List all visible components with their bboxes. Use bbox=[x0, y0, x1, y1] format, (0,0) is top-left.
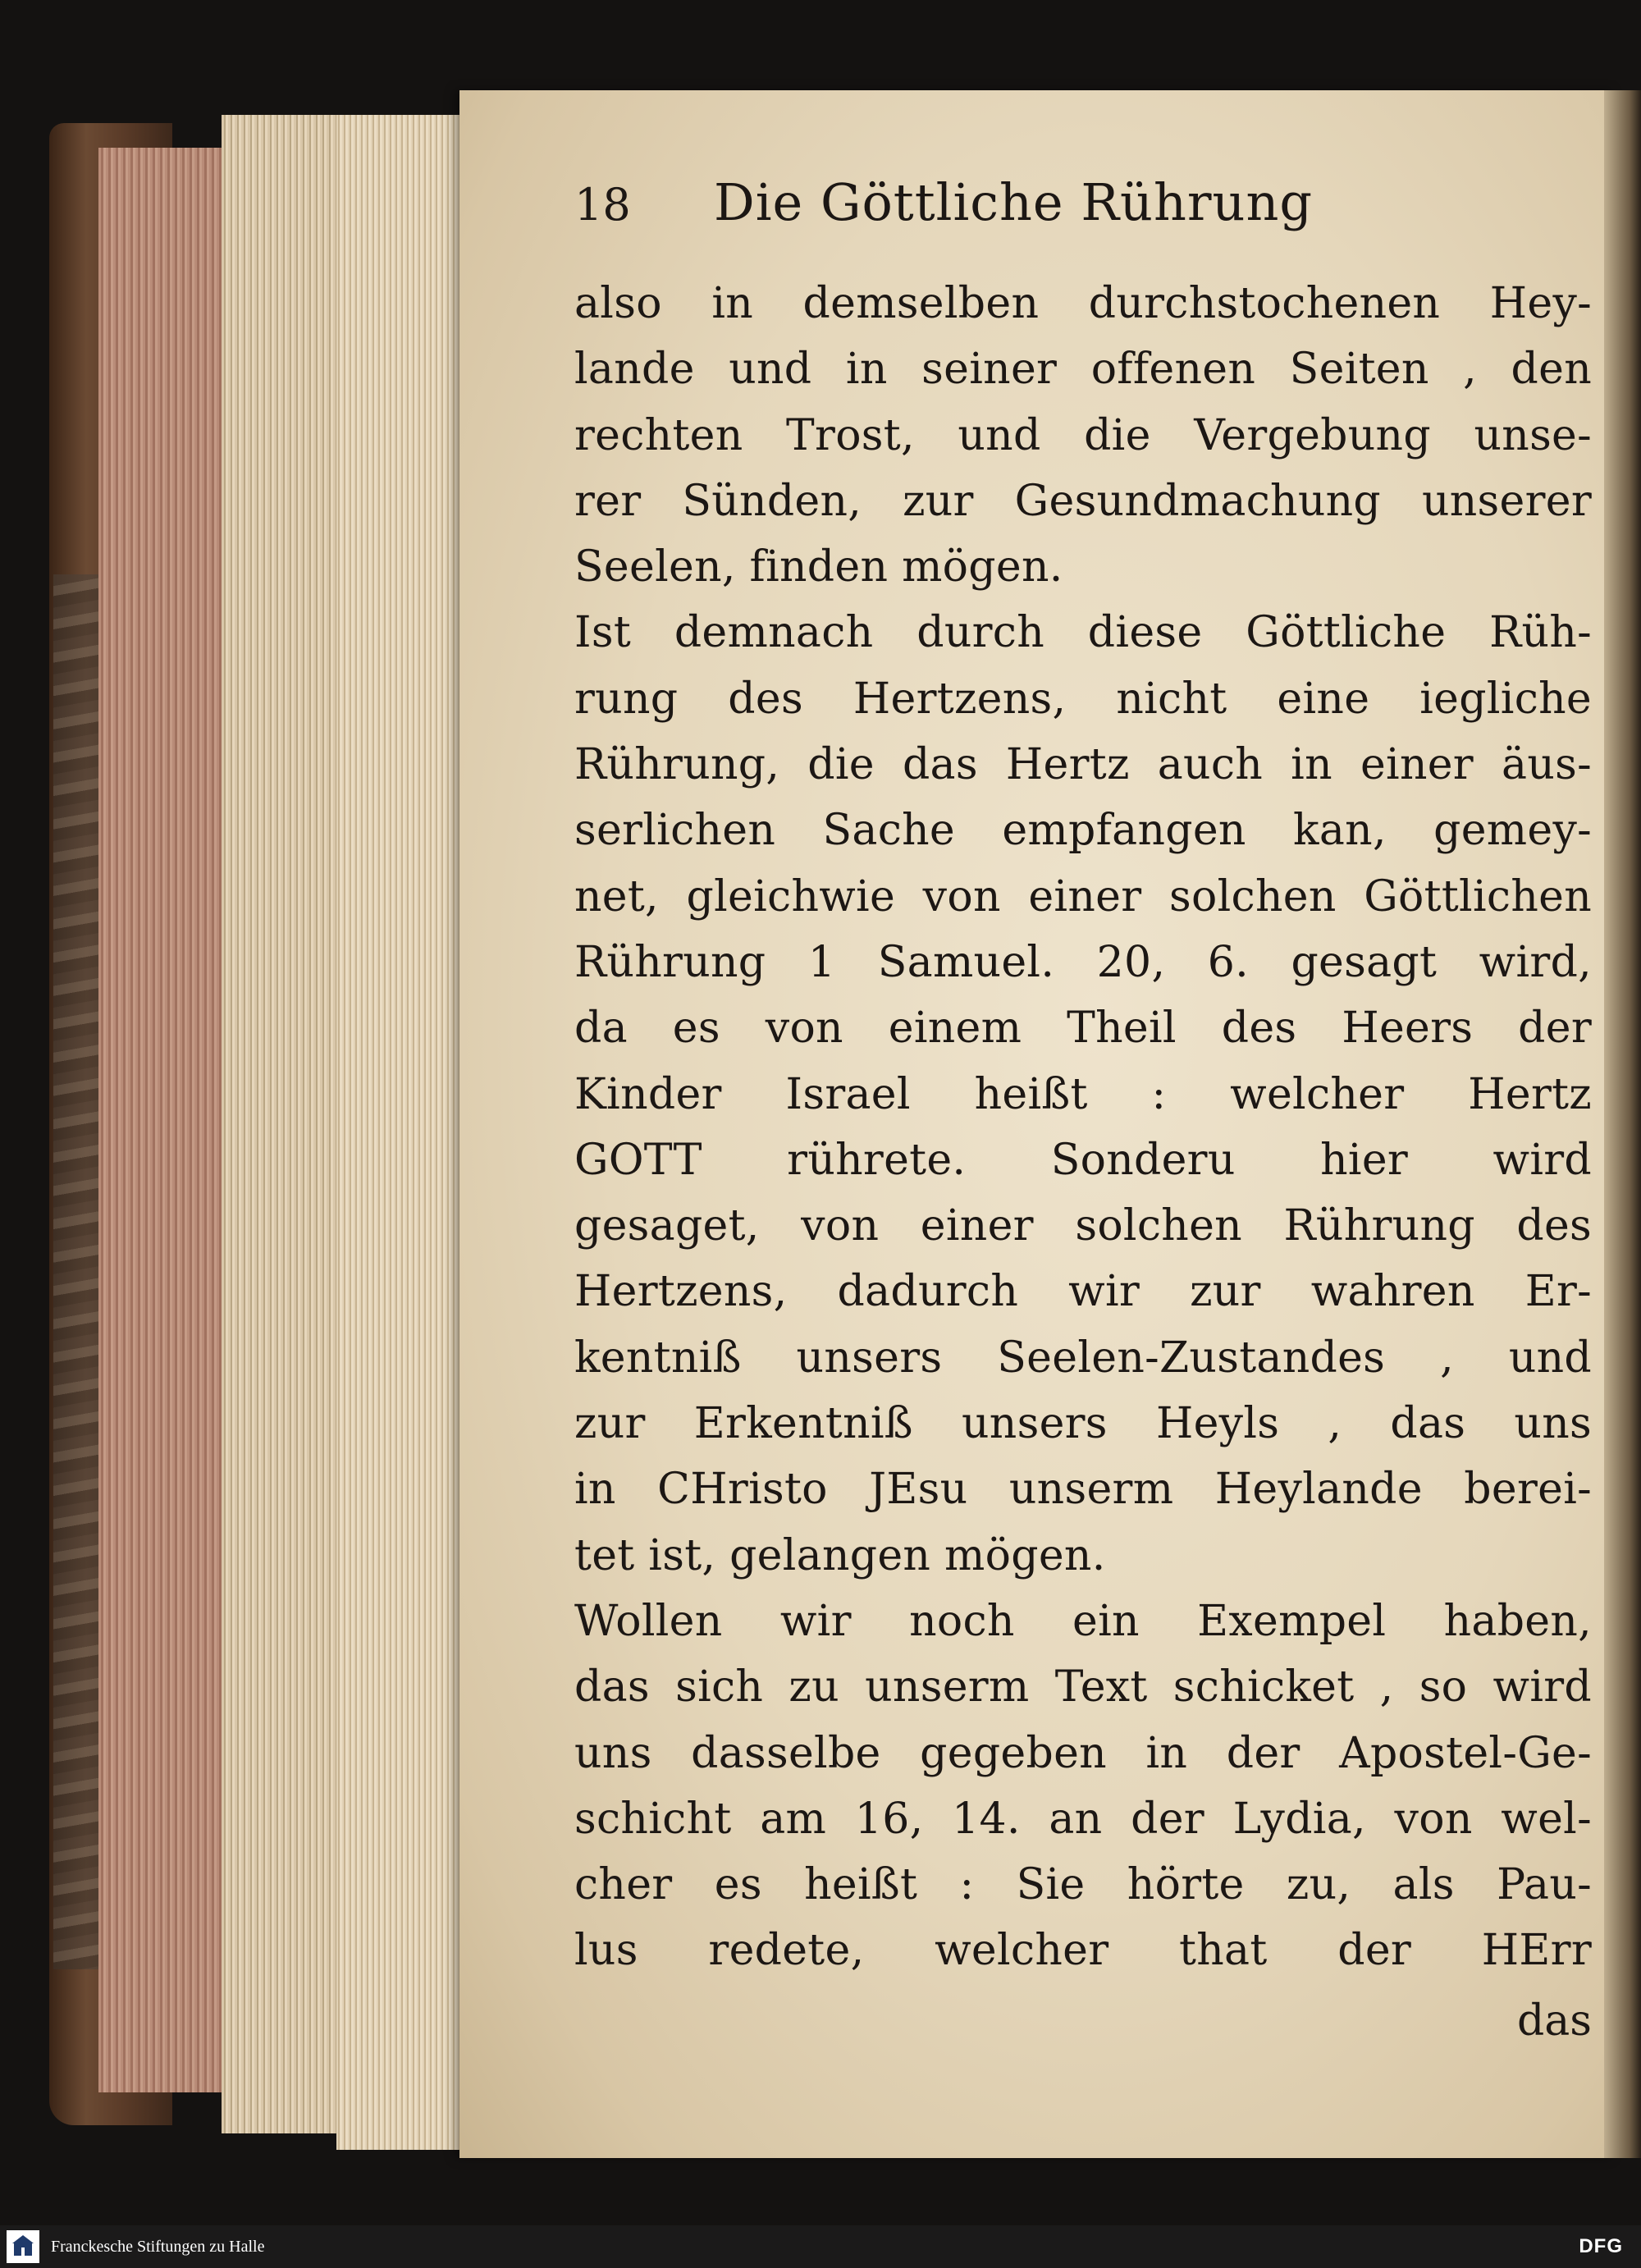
text-line: tet ist, gelangen mögen. bbox=[574, 1530, 1106, 1580]
text-line: rung des Hertzens, nicht eine iegliche bbox=[574, 674, 1592, 724]
footer-attribution bbox=[0, 2230, 264, 2263]
text-line: in CHristo JEsu unserm Heylande berei- bbox=[574, 1465, 1592, 1515]
text-line: lus redete, welcher that der HErr bbox=[574, 1926, 1592, 1976]
dfg-logo: DFG bbox=[1579, 2235, 1623, 2257]
text-line: Seelen, finden mögen. bbox=[574, 542, 1063, 592]
page-number: 18 bbox=[574, 179, 631, 231]
running-head bbox=[574, 172, 1592, 271]
text-line: Wollen wir noch ein Exempel haben, bbox=[574, 1596, 1592, 1646]
text-line: net, gleichwie von einer solchen Göttlichen bbox=[574, 871, 1592, 921]
text-line: Kinder Israel heißt : welcher Hertz bbox=[574, 1069, 1592, 1119]
text-line: lande und in seiner offenen Seiten , den bbox=[574, 345, 1592, 395]
text-line: rechten Trost, und die Vergebung unse- bbox=[574, 410, 1592, 460]
text-line: Ist demnach durch diese Göttliche Rüh- bbox=[574, 608, 1592, 658]
text-line: das sich zu unserm Text schicket , so wird bbox=[574, 1662, 1592, 1712]
catchword: das bbox=[1517, 1996, 1592, 2046]
viewer-footer bbox=[0, 2225, 1641, 2268]
text-line: schicht am 16, 14. an der Lydia, von wel- bbox=[574, 1794, 1592, 1844]
text-line: GOTT rührete. Sonderu hier wird bbox=[574, 1135, 1592, 1185]
text-line: kentniß unsers Seelen-Zustandes , und bbox=[574, 1333, 1592, 1383]
text-line: cher es heißt : Sie hörte zu, als Pau- bbox=[574, 1860, 1592, 1910]
text-line: zur Erkentniß unsers Heyls , das uns bbox=[574, 1399, 1592, 1449]
institution-logo-icon bbox=[7, 2230, 39, 2263]
page-edges-red bbox=[98, 148, 230, 2092]
text-line: Rührung 1 Samuel. 20, 6. gesagt wird, bbox=[574, 937, 1592, 987]
text-line: serlichen Sache empfangen kan, gemey- bbox=[574, 806, 1592, 856]
text-line: rer Sünden, zur Gesundmachung unserer bbox=[574, 476, 1592, 526]
page-edges bbox=[222, 115, 345, 2133]
page-gutter-shadow bbox=[1604, 90, 1641, 2158]
text-lines bbox=[574, 271, 1592, 1984]
text-line: Rührung, die das Hertz auch in einer äus- bbox=[574, 740, 1592, 790]
text-line: gesaget, von einer solchen Rührung des bbox=[574, 1201, 1592, 1251]
text-line: Hertzens, dadurch wir zur wahren Er- bbox=[574, 1267, 1592, 1317]
text-line: also in demselben durchstochenen Hey- bbox=[574, 279, 1592, 328]
text-line: uns dasselbe gegeben in der Apostel-Ge- bbox=[574, 1728, 1592, 1778]
text-line: da es von einem Theil des Heers der bbox=[574, 1004, 1592, 1054]
page-text bbox=[574, 172, 1592, 2058]
running-head-title: Die Göttliche Rührung bbox=[714, 172, 1314, 232]
institution-name: Franckesche Stiftungen zu Halle bbox=[51, 2237, 265, 2256]
